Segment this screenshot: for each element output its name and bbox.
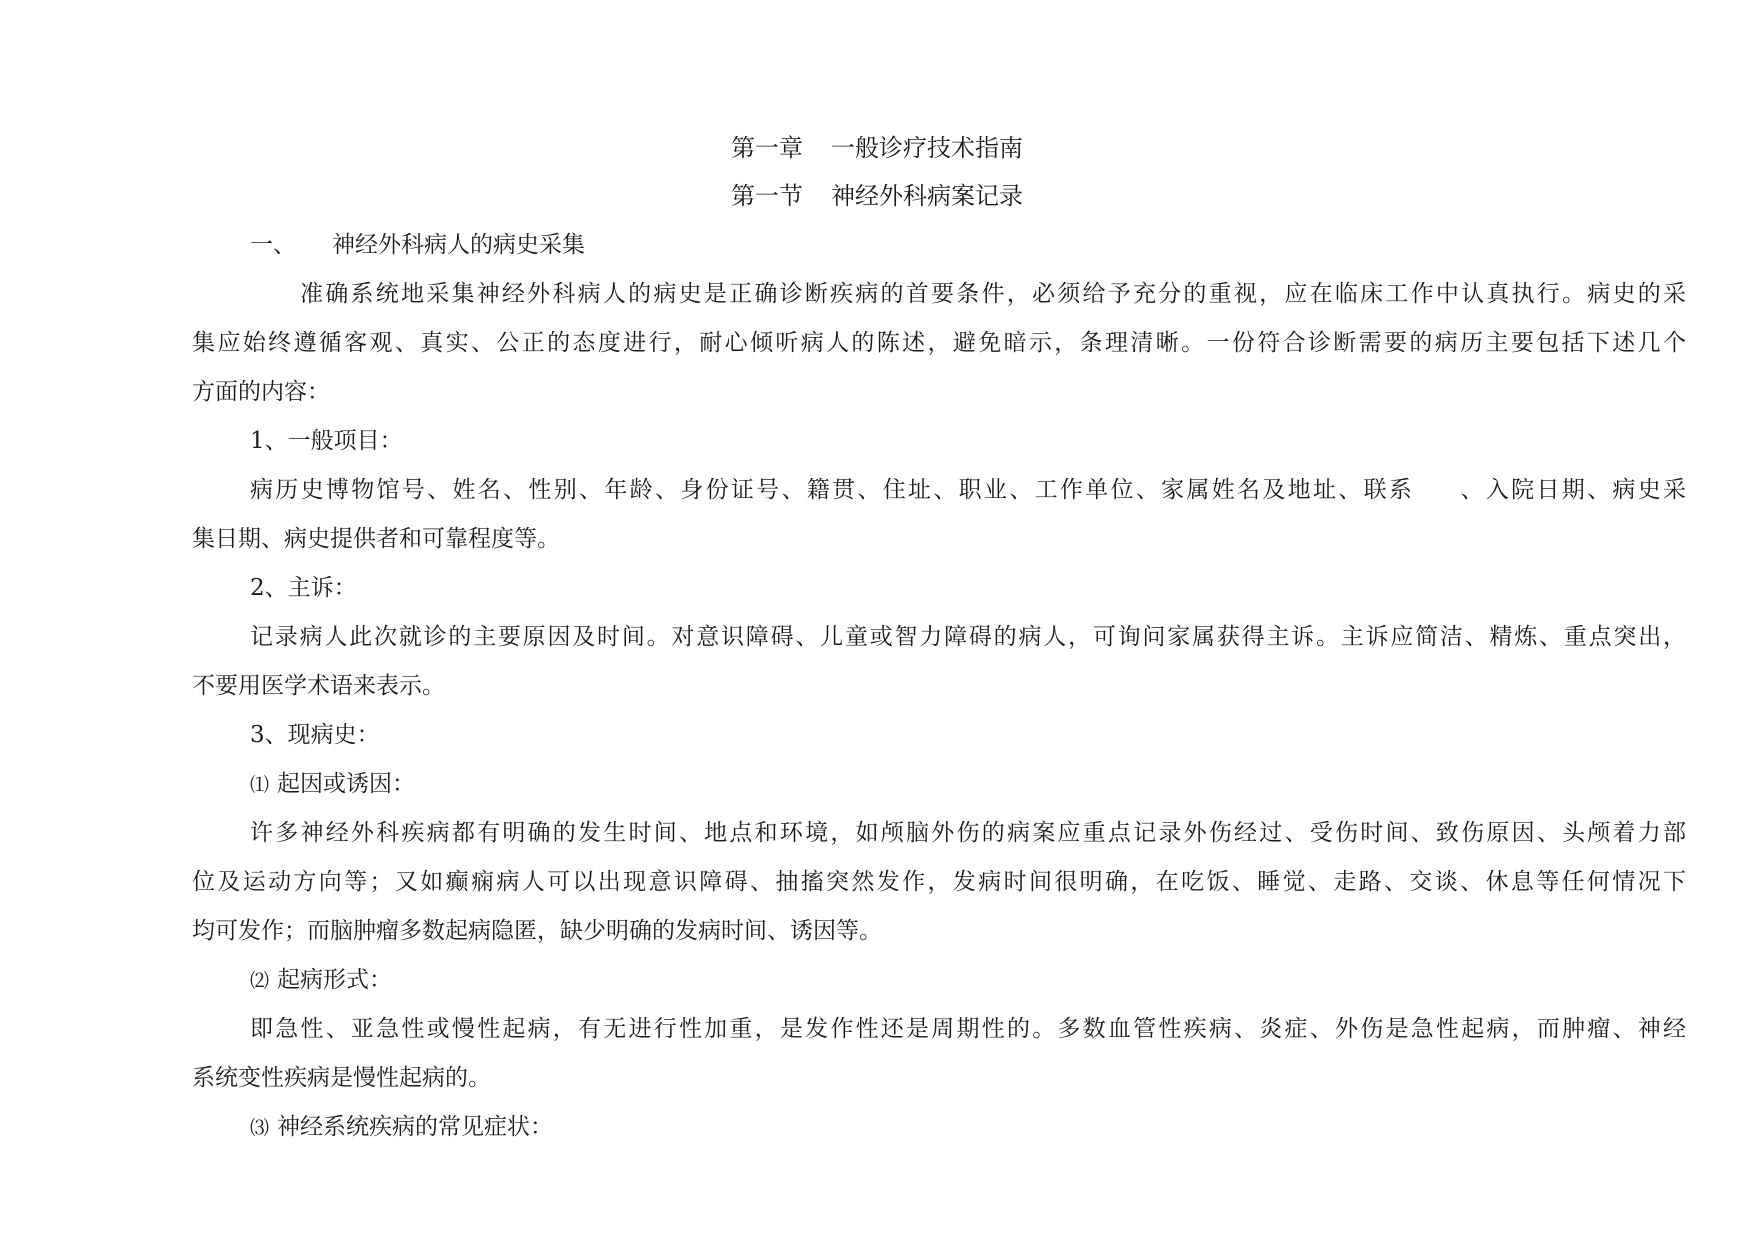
sub-3-heading: [250, 1112, 553, 1143]
heading-text: 神经外科病人的病史采集: [332, 232, 585, 258]
sub-1-line-2: 位及运动方向等；又如癫痫病人可以出现意识障碍、抽搐突然发作，发病时间很明确，在吃饭、睡觉、走路、交谈、休息等任何情况下: [192, 869, 1686, 895]
intro-line-3: 方面的内容：: [192, 379, 330, 405]
sub-3-number: ⑶: [250, 1117, 270, 1139]
chapter-title: [0, 133, 1754, 163]
item-2-line-2: 不要用医学术语来表示。: [192, 673, 445, 699]
sub-1-line-3: 均可发作；而脑肿瘤多数起病隐匿，缺少明确的发病时间、诱因等。: [192, 918, 882, 944]
item-2-heading: 2、主诉：: [250, 575, 357, 601]
section-label: 第一节: [731, 182, 803, 210]
sub-1-text: 起因或诱因：: [277, 771, 416, 797]
item-3-heading: 3、现病史：: [250, 722, 380, 748]
sub-2-number: ⑵: [250, 970, 270, 992]
heading-number: 一、: [250, 232, 296, 258]
item-1-heading: 1、一般项目：: [250, 428, 403, 454]
heading-level-1: [250, 230, 585, 260]
sub-1-number: ⑴: [250, 774, 270, 796]
sub-1-heading: [250, 769, 415, 800]
sub-2-heading: [250, 965, 392, 996]
section-text: 神经外科病案记录: [831, 182, 1023, 210]
sub-2-line-1: 即急性、亚急性或慢性起病，有无进行性加重，是发作性还是周期性的。多数血管性疾病、炎症、外伤是急性起病，而肿瘤、神经: [250, 1016, 1686, 1042]
chapter-text: 一般诊疗技术指南: [831, 134, 1023, 162]
item-2-line-1: 记录病人此次就诊的主要原因及时间。对意识障碍、儿童或智力障碍的病人，可询问家属获得主诉。主诉应简洁、精炼、重点突出，: [250, 624, 1686, 650]
section-title: [0, 181, 1754, 211]
sub-3-text: 神经系统疾病的常见症状：: [277, 1114, 554, 1140]
item-1-line-1-b: 、入院日期、病史采: [1458, 477, 1687, 503]
sub-1-line-1: 许多神经外科疾病都有明确的发生时间、地点和环境，如颅脑外伤的病案应重点记录外伤经过、受伤时间、致伤原因、头颅着力部: [250, 820, 1686, 846]
item-1-line-1-a: 病历史博物馆号、姓名、性别、年龄、身份证号、籍贯、住址、职业、工作单位、家属姓名及地址、联系: [250, 477, 1415, 503]
intro-line-1: 准确系统地采集神经外科病人的病史是正确诊断疾病的首要条件，必须给予充分的重视，应在临床工作中认真执行。病史的采: [300, 281, 1686, 307]
item-1-line-2: 集日期、病史提供者和可靠程度等。: [192, 526, 560, 552]
sub-2-text: 起病形式：: [277, 967, 393, 993]
chapter-label: 第一章: [731, 134, 803, 162]
intro-line-2: 集应始终遵循客观、真实、公正的态度进行，耐心倾听病人的陈述，避免暗示，条理清晰。一份符合诊断需要的病历主要包括下述几个: [192, 330, 1686, 356]
sub-2-line-2: 系统变性疾病是慢性起病的。: [192, 1065, 491, 1091]
item-1-line-1: [250, 475, 1686, 505]
